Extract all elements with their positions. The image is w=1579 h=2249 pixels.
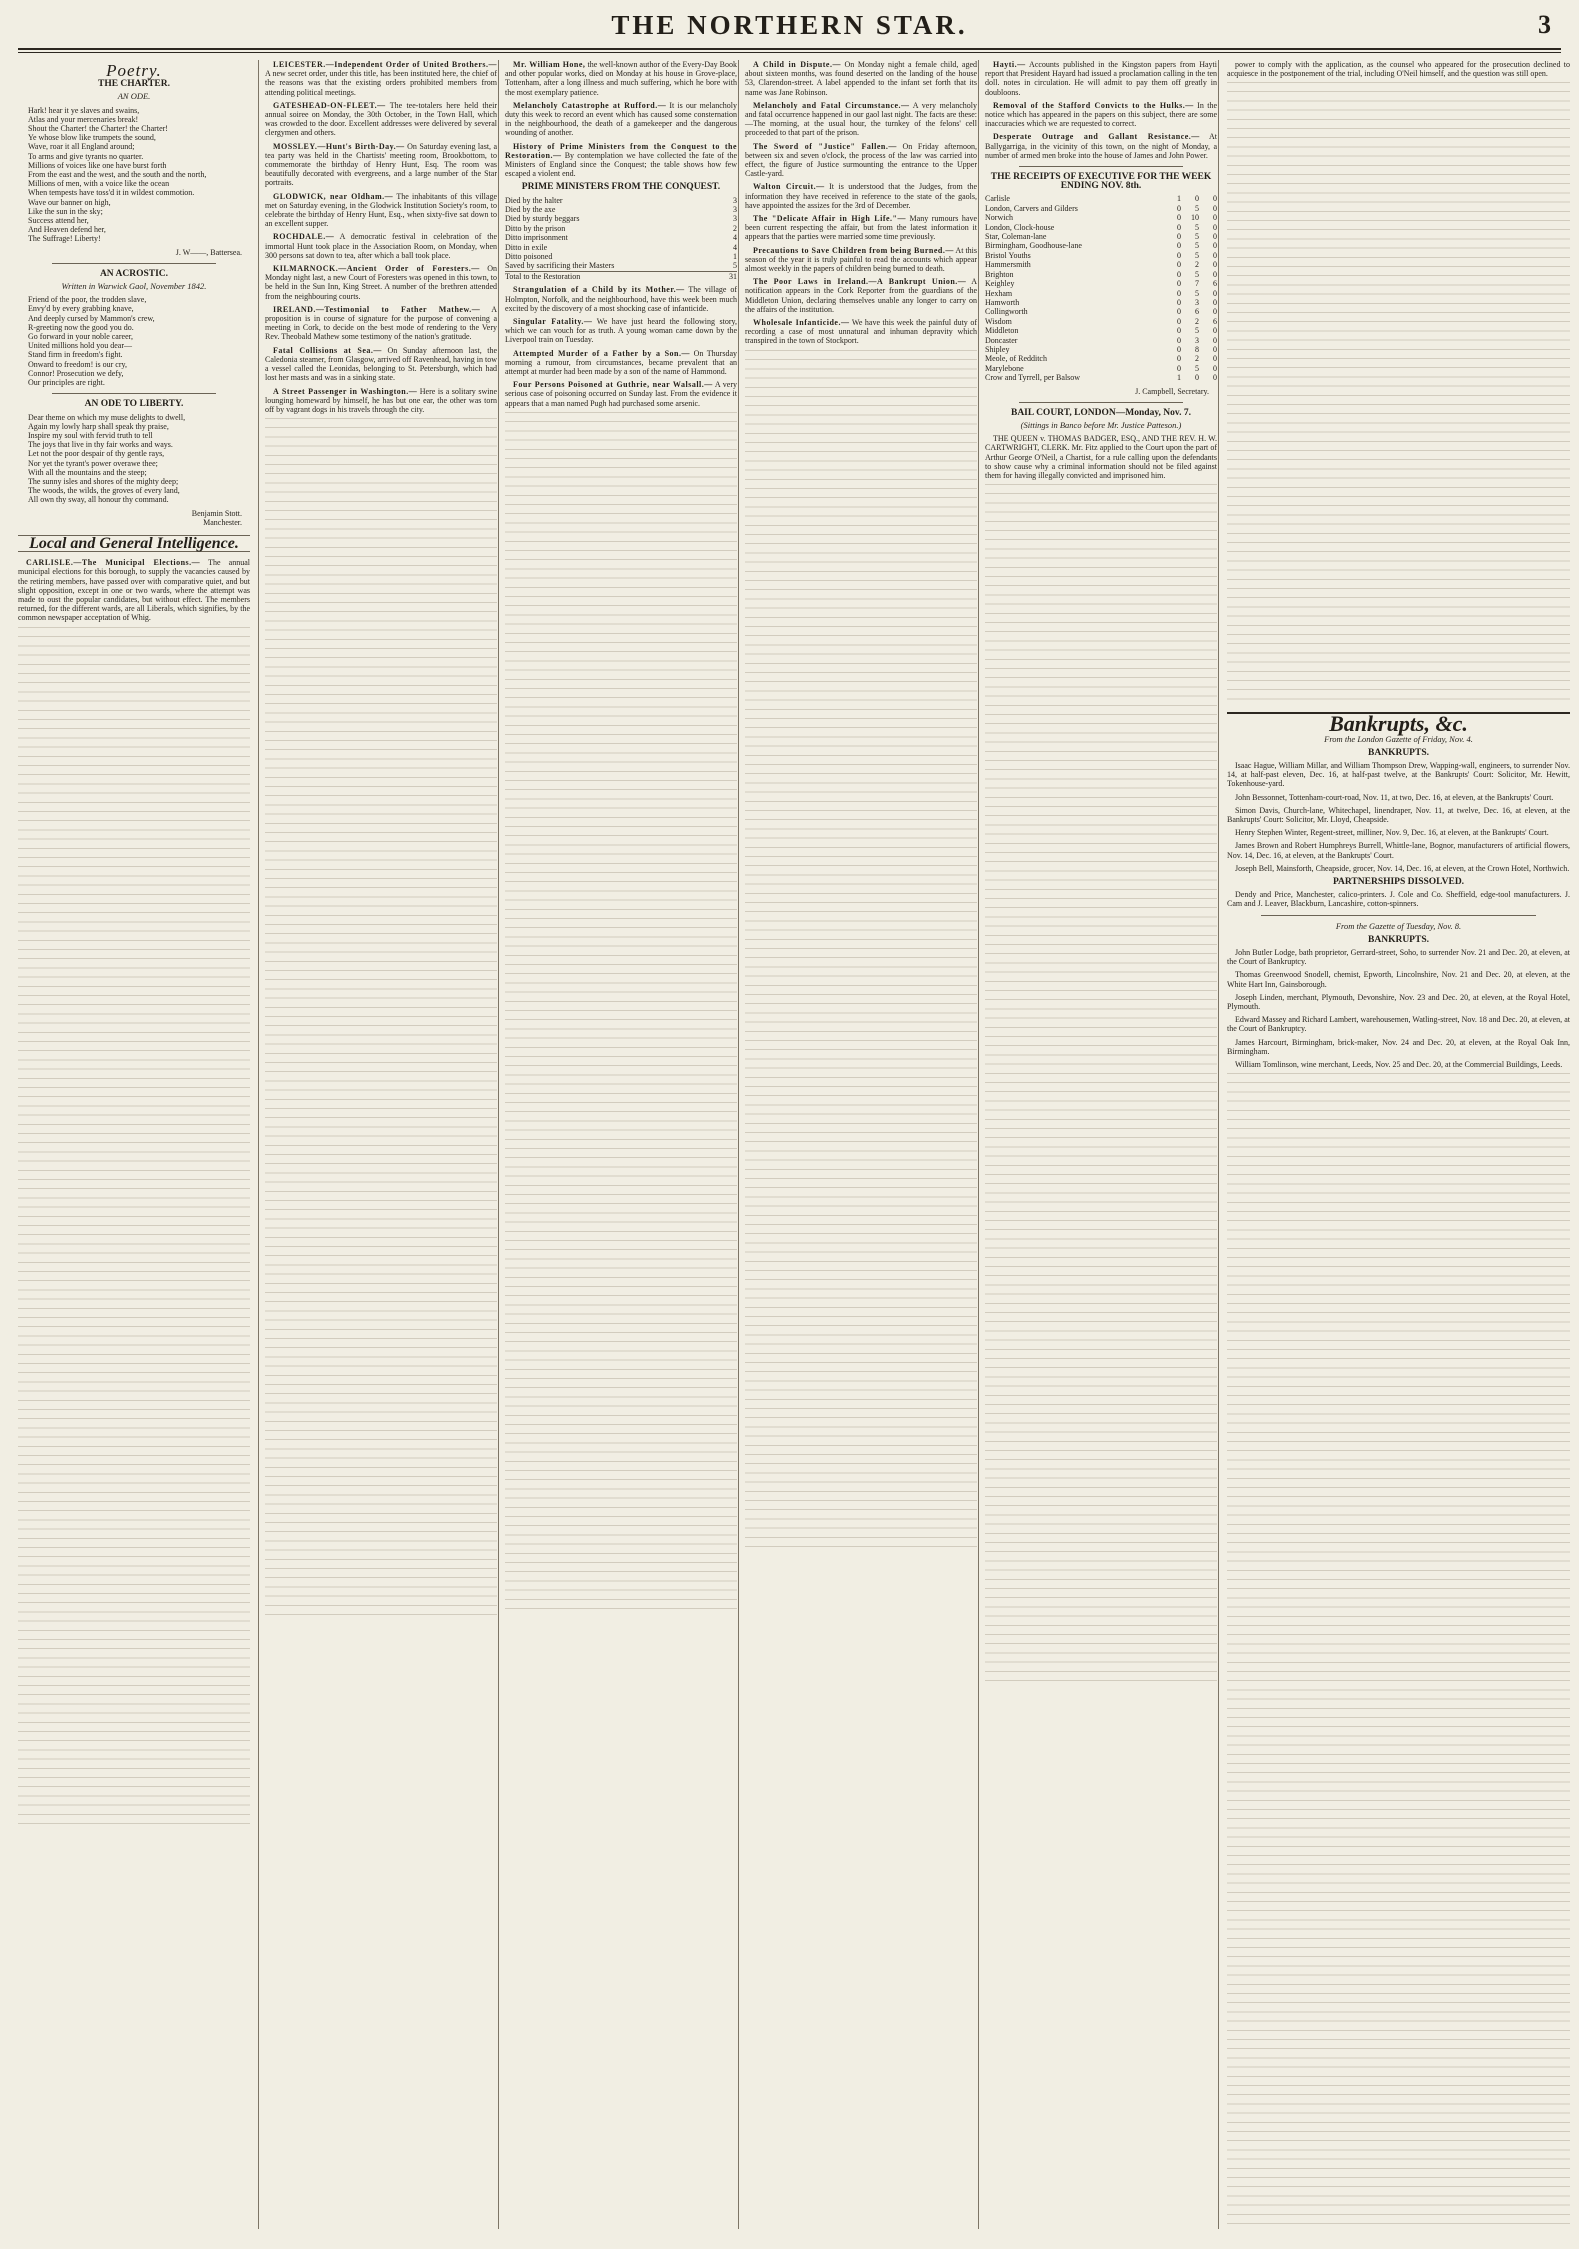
amount-cell: 0 xyxy=(1213,344,1217,354)
bankrupt-entry: James Brown and Robert Humphreys Burrell, Whittle-lane, Bognor, manufacturers of artificial flowers, Nov. 14, Dec. 16, at eleven, at the Bankrupts' Court. xyxy=(1227,841,1570,860)
locality-name: Marylebone xyxy=(985,363,1024,373)
article xyxy=(18,558,250,622)
amount-cell: 0 xyxy=(1177,354,1181,364)
bankrupt-entry: Edward Massey and Richard Lambert, warehousemen, Watling-street, Nov. 18 and Dec. 20, at eleven, at the Court of Bankruptcy. xyxy=(1227,1015,1570,1034)
poem-text: Dear theme on which my muse delights to dwell, Again my lowly harp shall speak thy praise, Inspire my soul with fervid truth to tell The joys that live in thy fair works and ways. Let not the poor despair of thy gentle rays, Nor yet the tyrant's power overawe thee; With all the mountains and the steep; The sunny isles and shores of the mighty deep; The woods, the wilds, the groves of every land, All own thy sway, all honour thy command. xyxy=(28,412,186,505)
amount-cell: 0 xyxy=(1213,222,1217,232)
bankrupt-entry: Joseph Linden, merchant, Plymouth, Devonshire, Nov. 23 and Dec. 20, at eleven, at the Royal Hotel, Plymouth. xyxy=(1227,992,1570,1012)
article-lead: Hayti.— xyxy=(993,60,1026,69)
amount-cell: 10 xyxy=(1191,213,1199,223)
table-row xyxy=(985,279,1217,288)
row-value: 3 xyxy=(733,214,737,224)
ministers-table xyxy=(505,196,737,282)
amount-cell: 3 xyxy=(1195,297,1199,307)
amount-cell: 0 xyxy=(1177,363,1181,373)
text-lines xyxy=(1227,82,1570,702)
amount-cell: 0 xyxy=(1177,297,1181,307)
amount-cell: 0 xyxy=(1177,307,1181,317)
bankrupt-entry: Isaac Hague, William Millar, and William Thompson Drew, Wapping-wall, engineers, to surrender Nov. 14, at half-past eleven, Dec. 16, at half-past twelve, at the Bankrupts' Court: Solicitor, Mr. Hewitt, Tokenhouse-yard. xyxy=(1227,761,1570,789)
amount-cell: 5 xyxy=(1195,269,1199,279)
locality-name: Bristol Youths xyxy=(985,250,1031,260)
locality-name: Meole, of Redditch xyxy=(985,354,1047,364)
bankrupt-list xyxy=(1227,761,1570,873)
amount-cell: 0 xyxy=(1213,232,1217,242)
article-text: On Monday night last, a new Court of Foresters was opened in this town, to be held in the Sun Inn, King Street. A number of the brethren attended from the neighbouring courts. xyxy=(265,264,498,301)
locality-name: Hammersmith xyxy=(985,260,1031,270)
table-row xyxy=(985,213,1217,222)
row-label: Ditto in exile xyxy=(505,242,548,252)
locality-name: Middleton xyxy=(985,326,1019,336)
locality-name: London, Clock-house xyxy=(985,222,1055,232)
article-lead: A Child in Dispute.— xyxy=(753,60,841,69)
amount-cell: 0 xyxy=(1213,326,1217,336)
poem-signature: J. W——, Battersea. xyxy=(175,247,242,257)
article-lead: Fatal Collisions at Sea.— xyxy=(273,345,382,355)
locality-name: Keighley xyxy=(985,279,1015,289)
text-lines xyxy=(1227,1073,1570,2229)
article-text: A democratic festival in celebration of the immortal Hunt took place in the Association Room, on Monday, when 300 persons sat down to tea, after which a ball took place. xyxy=(265,232,497,260)
table-row xyxy=(985,260,1217,269)
amount-cell: 0 xyxy=(1213,203,1217,213)
amount-cell: 2 xyxy=(1195,354,1199,364)
amount-cell: 0 xyxy=(1213,307,1217,317)
amount-cell: 0 xyxy=(1213,260,1217,270)
masthead-rule xyxy=(18,52,1561,53)
article-lead: IRELAND.—Testimonial to Father Mathew.— xyxy=(273,304,481,314)
amount-cell: 0 xyxy=(1177,241,1181,251)
amount-cell: 7 xyxy=(1195,279,1199,289)
article-lead: Strangulation of a Child by its Mother.— xyxy=(513,285,685,295)
row-value: 31 xyxy=(719,271,737,281)
amount-cell: 0 xyxy=(1213,241,1217,251)
poem-subtitle: Written in Warwick Gaol, November 1842. xyxy=(61,281,207,292)
article-lead: KILMARNOCK.—Ancient Order of Foresters.— xyxy=(273,264,480,274)
locality-name: Wisdom xyxy=(985,316,1012,326)
article-text: The inhabitants of this village met on Saturday evening, in the Glodwick Institution Society's room, to celebrate the birthday of Henry Hunt, Esq., when sixty-five sat down to an excellent supper. xyxy=(265,191,498,229)
bankrupt-list xyxy=(1227,948,1570,1069)
amount-cell: 0 xyxy=(1213,373,1217,383)
bankrupt-entry: Joseph Bell, Mainsforth, Cheapside, grocer, Nov. 14, Dec. 16, at eleven, at the Crown Hotel, Northwich. xyxy=(1235,863,1570,873)
row-label: Died by the halter xyxy=(505,195,563,205)
poem-title: AN ODE TO LIBERTY. xyxy=(84,399,184,410)
table-row xyxy=(985,345,1217,354)
receipts-title: THE RECEIPTS OF EXECUTIVE FOR THE WEEK ENDING NOV. 8th. xyxy=(990,172,1212,192)
table-row xyxy=(505,261,737,271)
article-text: By contemplation we have collected the fate of the Ministers of England since the Conquest; the table shows how few escaped a violent end. xyxy=(505,150,738,179)
article-lead: Singular Fatality.— xyxy=(513,316,593,326)
article-lead: Mr. William Hone, xyxy=(513,60,586,69)
locality-name: Star, Coleman-lane xyxy=(985,232,1047,242)
article-lead: The Poor Laws in Ireland.—A Bankrupt Union.— xyxy=(753,277,967,287)
article-lead: A Street Passenger in Washington.— xyxy=(273,386,418,396)
amount-cell: 5 xyxy=(1195,363,1199,373)
newspaper-title: THE NORTHERN STAR. xyxy=(611,10,968,40)
article-text: A new secret order, under this title, has been instituted here, the chief of the reasons was that the existing orders prohibited members from attending political meetings. xyxy=(265,69,497,97)
table-row xyxy=(505,233,737,242)
amount-cell: 0 xyxy=(1177,213,1181,223)
article-text: Accounts published in the Kingston papers from Hayti report that President Hayard had issued a proclamation calling in the ten doll. notes in circulation. He will admit to pay them off greatly in doubloons. xyxy=(985,60,1218,97)
article-text: the well-known author of the Every-Day Book and other popular works, died on Monday at his house in Grove-place, Tottenham, after a long illness and much suffering, which he bore with the most exemplary patience. xyxy=(505,60,738,97)
bankrupt-entry: John Bessonnet, Tottenham-court-road, Nov. 11, at two, Dec. 16, at eleven, at the Bankrupts' Court. xyxy=(1235,792,1554,802)
amount-cell: 0 xyxy=(1177,326,1181,336)
table-row xyxy=(985,317,1217,326)
article-text: In the notice which has appeared in the papers on this subject, there are some inaccuracies which we are requested to correct. xyxy=(985,100,1217,129)
locality-name: Hamworth xyxy=(985,297,1020,307)
table-row xyxy=(985,307,1217,316)
column-4 xyxy=(738,60,983,2229)
article-lead: Walton Circuit.— xyxy=(753,182,825,192)
article-text: On Saturday evening last, a tea party was held in the Chartists' meeting room, Brookbottom, to commemorate the birthday of Henry Hunt, Esq. The room was beautifully decorated with evergreens, and a large number of the Star portraits. xyxy=(265,141,498,188)
amount-cell: 0 xyxy=(1177,288,1181,298)
gazette-heading: From the Gazette of Tuesday, Nov. 8. xyxy=(1335,920,1462,931)
poem-subtitle: AN ODE. xyxy=(117,91,151,102)
table-row xyxy=(985,251,1217,260)
article-lead: ROCHDALE.— xyxy=(273,232,335,242)
article-lead: Wholesale Infanticide.— xyxy=(753,318,850,328)
article-text: The annual municipal elections for this borough, to supply the vacancies caused by the retiring members, have passed over with comparative quiet, and but slight opposition, except in one or two wards, where the attempt was made to oust the popular candidates, but without effect. The members returned, for the different wards, are all Liberals, which signifies, by the common newspaper acceptation of Whig. xyxy=(18,558,251,623)
gazette-heading: From the London Gazette of Friday, Nov. 4. xyxy=(1324,733,1473,744)
amount-cell: 8 xyxy=(1195,344,1199,354)
amount-cell: 0 xyxy=(1213,354,1217,364)
divider xyxy=(1019,402,1183,403)
locality-name: Norwich xyxy=(985,213,1013,223)
article-text: It is our melancholy duty this week to record an event which has caused some consternation in the neighbourhood, the death of a gamekeeper and the dangerous wounding of another. xyxy=(505,100,737,138)
bankrupts-label: BANKRUPTS. xyxy=(1368,747,1429,758)
amount-cell: 5 xyxy=(1195,288,1199,298)
text-lines xyxy=(505,412,737,1612)
page-number: 3 xyxy=(1538,10,1551,39)
column-5 xyxy=(978,60,1223,2229)
amount-cell: 0 xyxy=(1177,250,1181,260)
court-title: BAIL COURT, LONDON—Monday, Nov. 7. xyxy=(1010,407,1192,418)
row-value: 4 xyxy=(733,233,737,243)
article-lead: MOSSLEY.—Hunt's Birth-Day.— xyxy=(273,141,405,151)
amount-cell: 5 xyxy=(1195,222,1199,232)
court-subtitle: (Sittings in Banco before Mr. Justice Patteson.) xyxy=(1020,419,1182,430)
ministers-table-title: PRIME MINISTERS FROM THE CONQUEST. xyxy=(521,182,721,193)
article-text: The village of Holmpton, Norfolk, and the neighbourhood, have this week been much excited by the discovery of a most shocking case of infanticide. xyxy=(505,285,737,313)
article-text: A notification appears in the Cork Reporter from the guardians of the Middleton Union, declaring themselves unable any longer to carry on the affairs of the institution. xyxy=(745,277,977,314)
amount-cell: 1 xyxy=(1177,373,1181,383)
amount-cell: 0 xyxy=(1213,288,1217,298)
row-label: Ditto poisoned xyxy=(505,252,553,262)
amount-cell: 0 xyxy=(1177,232,1181,242)
article-lead: LEICESTER.—Independent Order of United Brothers.— xyxy=(273,60,497,69)
article-lead: Four Persons Poisoned at Guthrie, near Walsall.— xyxy=(513,380,713,390)
table-row xyxy=(985,223,1217,232)
amount-cell: 0 xyxy=(1213,335,1217,345)
article-text: A very melancholy and fatal occurrence happened in our gaol last night. The facts are these:—The morning, at the usual hour, the turnkey of the felons' cell proceeded to that part of the prison. xyxy=(745,100,977,138)
poem-text: Hark! hear it ye slaves and swains, Atlas and your mercenaries break! Shout the Charter! the Charter! the Charter! Ye whose blow like trumpets the sound, Wave, roar it all England around; To arms and give tyrants no quarter. Millions of voices like one have burst forth From the east and the west, and the south and the north, Millions of men, with a voice like the ocean When tempests have toss'd it in wildest commotion. Wave our banner on high, Like the sun in the sky; Success attend her, And Heaven defend her, The Suffrage! Liberty! xyxy=(28,105,207,244)
article-lead: Precautions to Save Children from being Burned.— xyxy=(753,245,954,255)
table-row xyxy=(505,205,737,214)
amount-cell: 0 xyxy=(1177,260,1181,270)
column-2 xyxy=(258,60,503,2229)
article-text: On Monday night a female child, aged about sixteen months, was found deserted on the landing of the house 53, Clarendon-street. A label appended to the infant set forth that its name was Jane Robinson. xyxy=(745,60,978,97)
amount-cell: 5 xyxy=(1195,326,1199,336)
amount-cell: 1 xyxy=(1177,194,1181,204)
table-row xyxy=(985,326,1217,335)
table-row xyxy=(505,214,737,223)
amount-cell: 0 xyxy=(1177,344,1181,354)
table-row xyxy=(505,252,737,261)
table-total-row xyxy=(505,271,737,281)
court-text: THE QUEEN v. THOMAS BADGER, ESQ., AND THE REV. H. W. CARTWRIGHT, CLERK. Mr. Fitz applied to the Court upon the part of Arthur George O'Neil, a Chartist, for a rule calling upon the defendants to show cause why a criminal information should not be filed against them for having illegally convicted and imprisoned him. xyxy=(985,434,1217,480)
locality-name: Doncaster xyxy=(985,335,1018,345)
continued-text: power to comply with the application, as the counsel who appeared for the prosecution declined to acquiesce in the postponement of the trial, including O'Neil himself, and the question was still open. xyxy=(1227,60,1570,79)
locality-name: Carlisle xyxy=(985,194,1010,204)
amount-cell: 0 xyxy=(1213,363,1217,373)
bankrupt-entry: John Butler Lodge, bath proprietor, Gerrard-street, Soho, to surrender Nov. 21 and Dec. 20, at eleven, at the Court of Bankruptcy. xyxy=(1227,948,1570,967)
amount-cell: 2 xyxy=(1195,260,1199,270)
amount-cell: 2 xyxy=(1195,316,1199,326)
article-text: We have this week the painful duty of recording a case of most unnatural and inhuman depravity which transpired in the town of Stockport. xyxy=(745,318,978,346)
locality-name: Collingworth xyxy=(985,307,1028,317)
receipts-table xyxy=(985,194,1217,382)
amount-cell: 0 xyxy=(1213,269,1217,279)
local-intelligence-heading: Local and General Intelligence. xyxy=(18,535,250,552)
bankrupts-label: BANKRUPTS. xyxy=(1368,934,1429,945)
divider xyxy=(52,263,216,264)
article-text: Here is a solitary swine lounging homeward by himself, he has but one ear, the other was torn off by vagrant dogs in his travels through the city. xyxy=(265,386,497,414)
row-value: 1 xyxy=(733,252,737,262)
row-label: Died by the axe xyxy=(505,205,556,215)
article-text: On Friday afternoon, between six and seven o'clock, the process of the law was carried into effect, the figure of Justice surmounting the entrance to the Upper Castle-yard. xyxy=(745,141,978,179)
amount-cell: 0 xyxy=(1213,297,1217,307)
poetry-heading: Poetry. xyxy=(106,61,162,80)
table-row xyxy=(985,354,1217,363)
article-lead: CARLISLE.—The Municipal Elections.— xyxy=(26,558,201,568)
article-text: At Ballygarriga, in the vicinity of this town, on the night of Monday, a number of armed men broke into the house of James and John Power. xyxy=(985,132,1217,160)
divider xyxy=(1019,166,1183,167)
article-lead: The "Delicate Affair in High Life."— xyxy=(753,214,906,224)
bankrupts-heading: Bankrupts, &c. xyxy=(1227,712,1570,728)
table-row xyxy=(985,241,1217,250)
bankrupt-entry: Simon Davis, Church-lane, Whitechapel, linendraper, Nov. 11, at twelve, Dec. 16, at eleven, at the Bankrupts' Court: Solicitor, Mr. Lloyd, Cheapside. xyxy=(1227,805,1570,825)
locality-name: Shipley xyxy=(985,344,1010,354)
bankrupt-entry: William Tomlinson, wine merchant, Leeds, Nov. 25 and Dec. 20, at the Commercial Buildings, Leeds. xyxy=(1235,1060,1563,1070)
bankrupt-entry: Henry Stephen Winter, Regent-street, milliner, Nov. 9, Dec. 16, at eleven, at the Bankrupts' Court. xyxy=(1235,828,1549,838)
table-row xyxy=(985,336,1217,345)
amount-cell: 0 xyxy=(1213,213,1217,223)
row-label: Ditto imprisonment xyxy=(505,233,568,243)
amount-cell: 0 xyxy=(1213,194,1217,204)
amount-cell: 5 xyxy=(1195,250,1199,260)
table-row xyxy=(505,224,737,233)
row-label: Saved by sacrificing their Masters xyxy=(505,261,615,271)
amount-cell: 6 xyxy=(1213,279,1217,289)
article-lead: Attempted Murder of a Father by a Son.— xyxy=(513,348,690,358)
article-lead: History of Prime Ministers from the Conquest to the Restoration.— xyxy=(505,141,737,160)
article-text: It is understood that the Judges, from the information they have received in reference to the state of the gaols, have appointed the assizes for the 3rd of December. xyxy=(745,182,978,210)
row-label: Total to the Restoration xyxy=(505,271,719,281)
table-row xyxy=(505,243,737,252)
article-text: A very serious case of poisoning occurred on Sunday last. From the evidence it appears that a man named Pugh had purchased some arsenic. xyxy=(505,380,738,408)
article-text: At this season of the year it is truly painful to read the accounts which appear almost weekly in the papers of children being burned to death. xyxy=(745,245,978,274)
receipts-signature: J. Campbell, Secretary. xyxy=(1135,386,1209,396)
article-text: We have just heard the following story, which we can vouch for as truth. A young woman came down by the Liverpool train on Tuesday. xyxy=(505,316,738,345)
row-label: Died by sturdy beggars xyxy=(505,214,580,224)
amount-cell: 3 xyxy=(1195,335,1199,345)
article-lead: The Sword of "Justice" Fallen.— xyxy=(753,141,897,151)
column-6 xyxy=(1218,60,1570,2229)
amount-cell: 0 xyxy=(1177,279,1181,289)
amount-cell: 5 xyxy=(1195,232,1199,242)
table-row xyxy=(985,270,1217,279)
table-row xyxy=(985,373,1217,382)
column-3 xyxy=(498,60,743,2229)
amount-cell: 6 xyxy=(1195,307,1199,317)
table-row xyxy=(985,289,1217,298)
article-lead: Desperate Outrage and Gallant Resistance.— xyxy=(993,132,1200,142)
article-lead: GATESHEAD-ON-FLEET.— xyxy=(273,100,386,110)
row-value: 2 xyxy=(733,223,737,233)
article-text: The tee-totalers here held their annual soiree on Monday, the 30th October, in the Town Hall, which was crowded to the door. Excellent addresses were delivered by several clergymen and others. xyxy=(265,100,498,138)
amount-cell: 0 xyxy=(1195,194,1199,204)
dissolved-label: PARTNERSHIPS DISSOLVED. xyxy=(1332,877,1465,888)
article-text: On Thursday morning a rumour, from circumstances, became prevalent that an attempt at murder had been made by a son of the name of Hammond. xyxy=(505,348,737,376)
bankrupt-entry: James Harcourt, Birmingham, brick-maker, Nov. 24 and Dec. 20, at eleven, at the Royal Oak Inn, Birmingham. xyxy=(1227,1037,1570,1056)
row-value: 5 xyxy=(733,261,737,271)
text-lines xyxy=(745,350,977,1550)
divider xyxy=(1261,915,1536,916)
row-label: Ditto by the prison xyxy=(505,223,566,233)
locality-name: Brighton xyxy=(985,269,1014,279)
locality-name: Crow and Tyrrell, per Balsow xyxy=(985,373,1081,383)
divider xyxy=(52,393,216,394)
locality-name: Birmingham, Goodhouse-lane xyxy=(985,241,1082,251)
amount-cell: 5 xyxy=(1195,203,1199,213)
text-lines xyxy=(265,418,497,1618)
article-lead: Melancholy Catastrophe at Rufford.— xyxy=(513,100,667,110)
poem-text: Friend of the poor, the trodden slave, Envy'd by every grabbing knave, And deeply cursed by Mammon's crew, R-greeting now the good you do. Go forward in your noble career, United millions hold you dear— Stand firm in freedom's fight. Onward to freedom! is our cry, Connor! Prosecution we defy, Our principles are right. xyxy=(28,295,155,388)
amount-cell: 6 xyxy=(1213,316,1217,326)
locality-name: London, Carvers and Gilders xyxy=(985,203,1078,213)
amount-cell: 0 xyxy=(1177,316,1181,326)
amount-cell: 0 xyxy=(1177,203,1181,213)
article-text: Many rumours have been current respecting the affair, but from the latest information it appears that the parties were married some time previously. xyxy=(745,214,978,242)
article-lead: Removal of the Stafford Convicts to the Hulks.— xyxy=(993,100,1194,110)
text-lines xyxy=(985,484,1217,1684)
table-row xyxy=(985,364,1217,373)
amount-cell: 0 xyxy=(1177,269,1181,279)
dissolved-text: Dendy and Price, Manchester, calico-printers. J. Cole and Co. Sheffield, edge-tool manufacturers. J. Cam and J. Leaver, Blackburn, Lancashire, cotton-spinners. xyxy=(1227,890,1570,909)
article-lead: GLODWICK, near Oldham.— xyxy=(273,191,394,201)
table-row xyxy=(505,196,737,205)
table-row xyxy=(985,194,1217,203)
table-row xyxy=(985,232,1217,241)
article-text: On Sunday afternoon last, the Caledonia steamer, from Glasgow, arrived off Ravenhead, having in tow a vessel called the Leonidas, belonging to St. Petersburgh, which had lost her masts and was in a sinking state. xyxy=(265,345,498,383)
column-1 xyxy=(18,60,256,2229)
locality-name: Hexham xyxy=(985,288,1013,298)
text-lines xyxy=(18,627,250,1827)
poem-title: AN ACROSTIC. xyxy=(99,268,169,279)
row-value: 3 xyxy=(733,195,737,205)
table-row xyxy=(985,298,1217,307)
amount-cell: 0 xyxy=(1213,250,1217,260)
bankrupt-entry: Thomas Greenwood Snodell, chemist, Epworth, Lincolnshire, Nov. 21 and Dec. 20, at eleven, at the White Hart Inn, Gainsborough. xyxy=(1227,970,1570,989)
amount-cell: 5 xyxy=(1195,241,1199,251)
row-value: 3 xyxy=(733,205,737,215)
article-text: A proposition is in course of signature for the purpose of convening a meeting in Cork, to decide on the best mode of rendering to the Very Rev. Theobald Mathew some testimony of the nation's gratitude. xyxy=(265,304,497,342)
poem-title: THE CHARTER. xyxy=(98,79,170,90)
row-value: 4 xyxy=(733,242,737,252)
poem-signature: Benjamin Stott. Manchester. xyxy=(191,508,242,527)
amount-cell: 0 xyxy=(1195,373,1199,383)
amount-cell: 0 xyxy=(1177,222,1181,232)
table-row xyxy=(985,204,1217,213)
amount-cell: 0 xyxy=(1177,335,1181,345)
masthead xyxy=(18,8,1561,50)
article-lead: Melancholy and Fatal Circumstance.— xyxy=(753,100,910,110)
